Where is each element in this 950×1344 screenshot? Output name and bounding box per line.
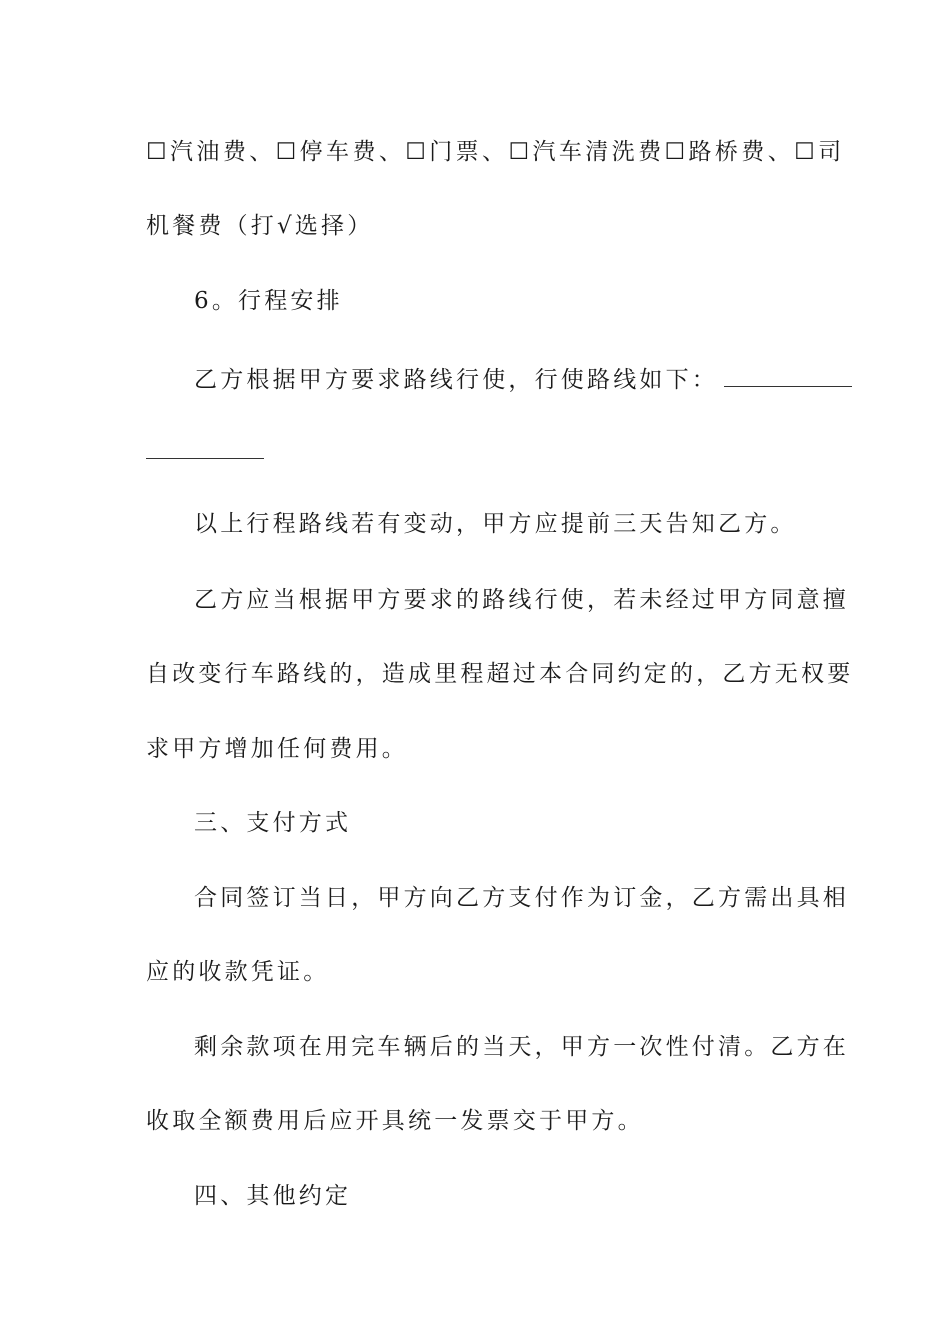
payment-balance-line-2: 收取全额费用后应开具统一发票交于甲方。: [146, 1108, 644, 1134]
section-heading-payment: 三、支付方式: [194, 810, 352, 836]
payment-deposit-line-2: 应的收款凭证。: [146, 959, 330, 985]
fee-options-text: ☐汽油费、☐停车费、☐门票、☐汽车清洗费☐路桥费、☐司: [146, 139, 845, 165]
route-text: 乙方根据甲方要求路线行使，行使路线如下：: [194, 367, 718, 393]
route-blank-field[interactable]: [724, 360, 852, 387]
section-heading-itinerary: 6。行程安排: [194, 288, 343, 314]
route-line: [194, 360, 806, 396]
payment-deposit-line-1: 合同签订当日，甲方向乙方支付作为订金，乙方需出具相: [194, 885, 849, 911]
payment-balance-line-1: 剩余款项在用完车辆后的当天，甲方一次性付清。乙方在: [194, 1034, 849, 1060]
route-deviation-line-2: 自改变行车路线的，造成里程超过本合同约定的，乙方无权要: [146, 661, 854, 687]
route-blank-field-continued[interactable]: [146, 458, 264, 459]
route-change-notice: 以上行程路线若有变动，甲方应提前三天告知乙方。: [194, 511, 797, 537]
fee-options-line-continued: 机餐费（打√选择）: [146, 213, 374, 239]
fee-options-line: [146, 136, 845, 168]
section-heading-other: 四、其他约定: [194, 1183, 352, 1209]
route-deviation-line-1: 乙方应当根据甲方要求的路线行使，若未经过甲方同意擅: [194, 587, 849, 613]
route-deviation-line-3: 求甲方增加任何费用。: [146, 736, 408, 762]
